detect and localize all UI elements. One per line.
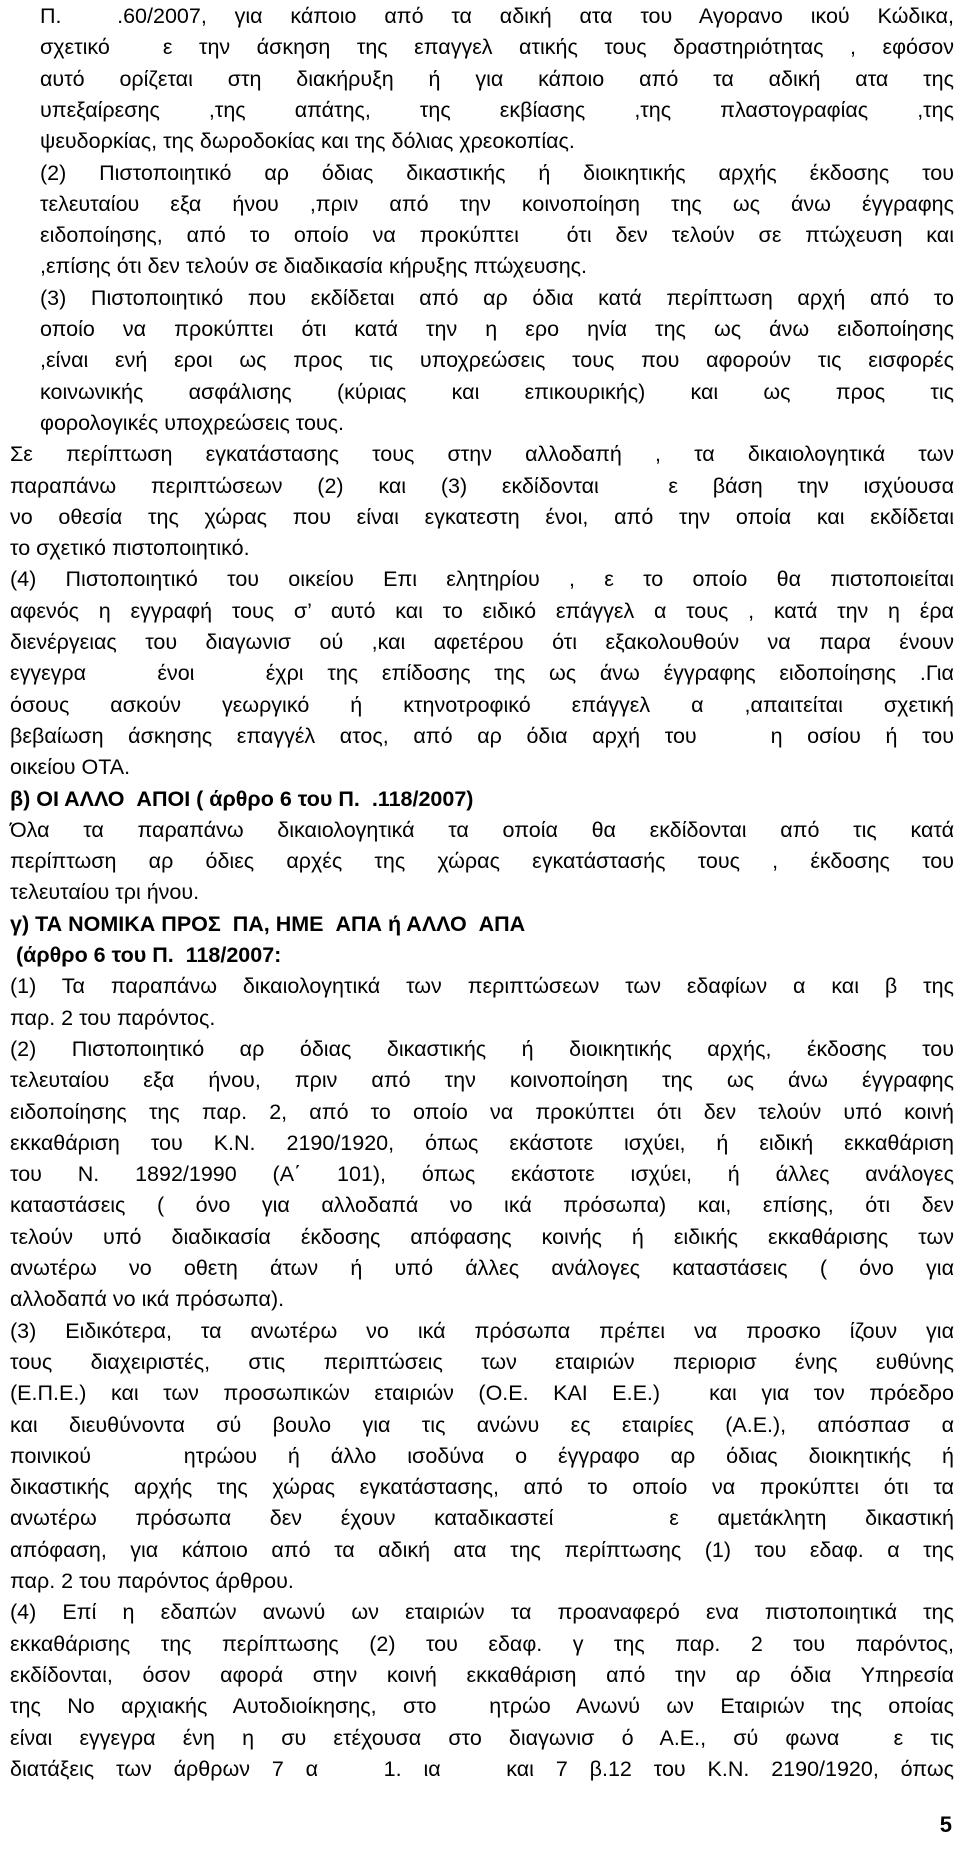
text-line: (3) Ειδικότερα, τα ανωτέρω νο ικά πρόσωπα πρέπει να προσκο ίζουν για bbox=[10, 1318, 954, 1343]
text-line: τελευταίου εξα ήνου, πριν από την κοινοποίηση της ως άνω έγγραφης bbox=[10, 1068, 954, 1093]
text-line: υπεξαίρεσης ,της απάτης, της εκβίασης ,της πλαστογραφίας ,της bbox=[40, 97, 954, 122]
text-line: εγγεγρα ένοι έχρι της επίδοσης της ως άνω έγγραφης ειδοποίησης .Για bbox=[10, 661, 954, 686]
text-line: Όλα τα παραπάνω δικαιολογητικά τα οποία θα εκδίδονται από τις κατά bbox=[10, 817, 954, 842]
text-line: ποινικού ητρώου ή άλλο ισοδύνα ο έγγραφο αρ όδιας διοικητικής ή bbox=[10, 1443, 954, 1468]
text-line: παρ. 2 του παρόντος. bbox=[10, 1005, 216, 1030]
text-line: (1) Τα παραπάνω δικαιολογητικά των περιπτώσεων των εδαφίων α και β της bbox=[10, 974, 954, 999]
text-line: του Ν. 1892/1990 (Α΄ 101), όπως εκάστοτε ισχύει, ή άλλες ανάλογες bbox=[10, 1162, 954, 1187]
text-line: β) ΟΙ ΑΛΛΟ ΑΠΟΙ ( άρθρο 6 του Π. .118/2007) bbox=[10, 786, 474, 811]
text-line: της Νο αρχιακής Αυτοδιοίκησης, στο ητρώο Ανωνύ ων Εταιριών της οποίας bbox=[10, 1694, 954, 1719]
text-line: καταστάσεις ( όνο για αλλοδαπά νο ικά πρόσωπα) και, επίσης, ότι δεν bbox=[10, 1193, 954, 1218]
text-line: ανωτέρω πρόσωπα δεν έχουν καταδικαστεί ε αμετάκλητη δικαστική bbox=[10, 1506, 954, 1531]
text-line: ειδοποίησης της παρ. 2, από το οποίο να προκύπτει ότι δεν τελούν υπό κοινή bbox=[10, 1099, 954, 1124]
text-line: ψευδορκίας, της δωροδοκίας και της δόλιας χρεοκοπίας. bbox=[40, 129, 575, 154]
text-line: διενέργειας του διαγωνισ ού ,και αφετέρου ότι εξακολουθούν να παρα ένουν bbox=[10, 630, 954, 654]
page-number: 5 bbox=[939, 1812, 952, 1837]
text-line: το σχετικό πιστοποιητικό. bbox=[10, 536, 250, 561]
text-line: παρ. 2 του παρόντος άρθρου. bbox=[10, 1569, 294, 1593]
text-line: τελευταίου τρι ήνου. bbox=[10, 880, 200, 905]
text-line: (4) Πιστοποιητικό του οικείου Επι ελητηρίου , ε το οποίο θα πιστοποιείται bbox=[10, 567, 954, 592]
text-line: αλλοδαπά νο ικά πρόσωπα). bbox=[10, 1287, 285, 1312]
text-line: αυτό ορίζεται στη διακήρυξη ή για κάποιο από τα αδική ατα της bbox=[40, 66, 954, 91]
text-line: γ) ΤΑ ΝΟΜΙΚΑ ΠΡΟΣ ΠΑ, ΗΜΕ ΑΠΑ ή ΑΛΛΟ ΑΠΑ bbox=[10, 911, 526, 936]
text-line: τους διαχειριστές, στις περιπτώσεις των εταιριών περιορισ ένης ευθύνης bbox=[10, 1349, 954, 1374]
text-line: παραπάνω περιπτώσεων (2) και (3) εκδίδονται ε βάση την ισχύουσα bbox=[10, 473, 954, 498]
text-line: αφενός η εγγραφή τους σ’ αυτό και το ειδικό επάγγελ α τους , κατά την η έρα bbox=[10, 598, 954, 623]
text-line: φορολογικές υποχρεώσεις τους. bbox=[40, 410, 345, 435]
text-line: νο οθεσία της χώρας που είναι εγκατεστη ένοι, από την οποία και εκδίδεται bbox=[10, 504, 954, 529]
text-line: δικαστικής αρχής της χώρας εγκατάστασης, από το οποίο να προκύπτει ότι τα bbox=[10, 1475, 954, 1500]
text-line: εκκαθάρισης της περίπτωσης (2) του εδαφ. γ της παρ. 2 του παρόντος, bbox=[10, 1631, 954, 1656]
text-line: απόφαση, για κάποιο από τα αδική ατα της περίπτωσης (1) του εδαφ. α της bbox=[10, 1537, 954, 1562]
text-line: Σε περίπτωση εγκατάστασης τους στην αλλοδαπή , τα δικαιολογητικά των bbox=[10, 442, 954, 467]
text-line: (2) Πιστοποιητικό αρ όδιας δικαστικής ή διοικητικής αρχής έκδοσης του bbox=[40, 160, 954, 185]
text-line: βεβαίωση άσκησης επαγγέλ ατος, από αρ όδια αρχή του η οσίου ή του bbox=[10, 723, 954, 748]
text-line: οικείου ΟΤΑ. bbox=[10, 755, 131, 780]
text-line: σχετικό ε την άσκηση της επαγγελ ατικής τους δραστηριότητας , εφόσον bbox=[40, 35, 954, 60]
text-line: (2) Πιστοποιητικό αρ όδιας δικαστικής ή διοικητικής αρχής, έκδοσης του bbox=[10, 1036, 954, 1061]
text-line: ,είναι ενή εροι ως προς τις υποχρεώσεις τους που αφορούν τις εισφορές bbox=[40, 348, 954, 373]
text-line: όσους ασκούν γεωργικό ή κτηνοτροφικό επάγγελ α ,απαιτείται σχετική bbox=[10, 692, 954, 717]
text-line: (3) Πιστοποιητικό που εκδίδεται από αρ όδια κατά περίπτωση αρχή από το bbox=[40, 285, 954, 310]
text-line: (Ε.Π.Ε.) και των προσωπικών εταιριών (Ο.Ε. ΚΑΙ Ε.Ε.) και για τον πρόεδρο bbox=[10, 1381, 954, 1406]
text-line: και διευθύνοντα σύ βουλο για τις ανώνυ ες εταιρίες (Α.Ε.), απόσπασ α bbox=[10, 1412, 954, 1437]
text-line: (άρθρο 6 του Π. 118/2007: bbox=[10, 943, 282, 967]
text-line: τελευταίου εξα ήνου ,πριν από την κοινοποίηση της ως άνω έγγραφης bbox=[40, 191, 954, 216]
text-line: ανωτέρω νο οθετη άτων ή υπό άλλες ανάλογες καταστάσεις ( όνο για bbox=[10, 1256, 954, 1280]
text-line: Π. .60/2007, για κάποιο από τα αδική ατα του Αγορανο ικού Κώδικα, bbox=[40, 4, 954, 28]
text-line: είναι εγγεγρα ένη η συ ετέχουσα στο διαγωνισ ό Α.Ε., σύ φωνα ε τις bbox=[10, 1725, 954, 1750]
text-line: ειδοποίησης, από το οποίο να προκύπτει ότι δεν τελούν σε πτώχευση και bbox=[40, 223, 954, 248]
text-line: οποίο να προκύπτει ότι κατά την η ερο ηνία της ως άνω ειδοποίησης bbox=[40, 317, 954, 341]
text-line: (4) Επί η εδαπών ανωνύ ων εταιριών τα προαναφερό ενα πιστοποιητικά της bbox=[10, 1600, 954, 1625]
text-line: εκδίδονται, όσον αφορά στην κοινή εκκαθάριση από την αρ όδια Υπηρεσία bbox=[10, 1662, 954, 1687]
text-line: διατάξεις των άρθρων 7 α 1. ια και 7 β.12 του Κ.Ν. 2190/1920, όπως bbox=[10, 1756, 954, 1781]
text-line: τελούν υπό διαδικασία έκδοσης απόφασης κοινής ή ειδικής εκκαθάρισης των bbox=[10, 1224, 954, 1249]
text-line: ,επίσης ότι δεν τελούν σε διαδικασία κήρυξης πτώχευσης. bbox=[40, 254, 587, 279]
text-line: περίπτωση αρ όδιες αρχές της χώρας εγκατάστασής τους , έκδοσης του bbox=[10, 849, 954, 874]
text-line: εκκαθάριση του Κ.Ν. 2190/1920, όπως εκάστοτε ισχύει, ή ειδική εκκαθάριση bbox=[10, 1130, 954, 1155]
text-line: κοινωνικής ασφάλισης (κύριας και επικουρικής) και ως προς τις bbox=[40, 379, 954, 404]
